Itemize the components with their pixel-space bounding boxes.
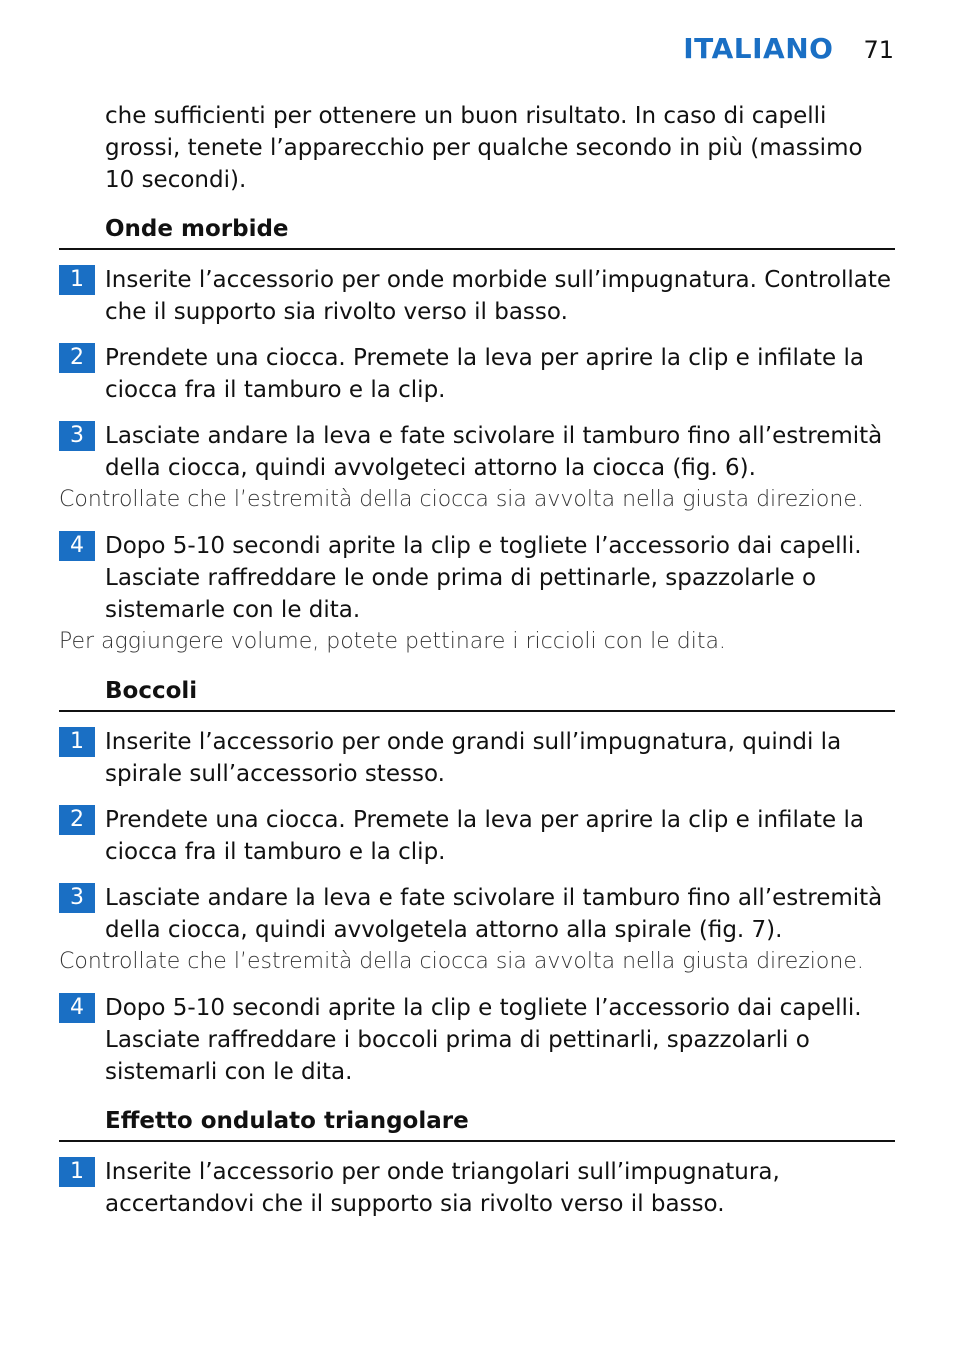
- step-item: [59, 882, 895, 946]
- step-number: 3: [59, 883, 95, 913]
- step-number: 1: [59, 727, 95, 757]
- step-text: Inserite l’accessorio per onde triangolari sull’impugnatura, accertandovi che il supporto sia rivolto verso il basso.: [105, 1159, 780, 1217]
- step-text: Inserite l’accessorio per onde grandi sull’impugnatura, quindi la spirale sull’accessorio stesso.: [105, 729, 842, 787]
- section-title-boccoli: Boccoli: [59, 676, 895, 712]
- step-text: Lasciate andare la leva e fate scivolare il tamburo fino all’estremità della ciocca, quindi avvolgetela attorno alla spirale (fig. 7).: [105, 885, 883, 943]
- step-note: Per aggiungere volume, potete pettinare i riccioli con le dita.: [59, 629, 726, 654]
- step-number: 1: [59, 1157, 95, 1187]
- step-number: 4: [59, 531, 95, 561]
- step-note: Controllate che l’estremità della ciocca sia avvolta nella giusta direzione.: [59, 487, 864, 512]
- step-item: [59, 342, 895, 406]
- step-item: [59, 804, 895, 868]
- step-text: Prendete una ciocca. Premete la leva per aprire la clip e infilate la ciocca fra il tamburo e la clip.: [105, 345, 864, 403]
- section-title-onde-morbide: Onde morbide: [59, 214, 895, 250]
- step-number: 4: [59, 993, 95, 1023]
- intro-paragraph: che sufficienti per ottenere un buon risultato. In caso di capelli grossi, tenete l’apparecchio per qualche secondo in più (massimo 10 secondi).: [105, 103, 863, 193]
- page-header: [683, 32, 894, 65]
- step-item: [59, 530, 895, 626]
- step-text: Dopo 5-10 secondi aprite la clip e togliete l’accessorio dai capelli. Lasciate raffreddare i boccoli prima di pettinarli, spazzolarli o sistemarli con le dita.: [105, 995, 862, 1085]
- step-text: Lasciate andare la leva e fate scivolare il tamburo fino all’estremità della ciocca, quindi avvolgeteci attorno la ciocca (fig. 6).: [105, 423, 883, 481]
- language-label: ITALIANO: [683, 32, 834, 65]
- section-title-effetto-ondulato: Effetto ondulato triangolare: [59, 1106, 895, 1142]
- step-item: [59, 992, 895, 1088]
- step-number: 2: [59, 343, 95, 373]
- step-number: 2: [59, 805, 95, 835]
- page-content: [59, 100, 895, 1220]
- step-note: Controllate che l’estremità della ciocca sia avvolta nella giusta direzione.: [59, 949, 864, 974]
- page-number: 71: [863, 36, 894, 64]
- step-item: [59, 726, 895, 790]
- step-item: [59, 264, 895, 328]
- step-text: Prendete una ciocca. Premete la leva per aprire la clip e infilate la ciocca fra il tamburo e la clip.: [105, 807, 864, 865]
- step-number: 1: [59, 265, 95, 295]
- step-item: [59, 1156, 895, 1220]
- step-number: 3: [59, 421, 95, 451]
- step-text: Inserite l’accessorio per onde morbide sull’impugnatura. Controllate che il supporto sia rivolto verso il basso.: [105, 267, 891, 325]
- step-item: [59, 420, 895, 484]
- step-text: Dopo 5-10 secondi aprite la clip e togliete l’accessorio dai capelli. Lasciate raffreddare le onde prima di pettinarle, spazzolarle o sistemarle con le dita.: [105, 533, 862, 623]
